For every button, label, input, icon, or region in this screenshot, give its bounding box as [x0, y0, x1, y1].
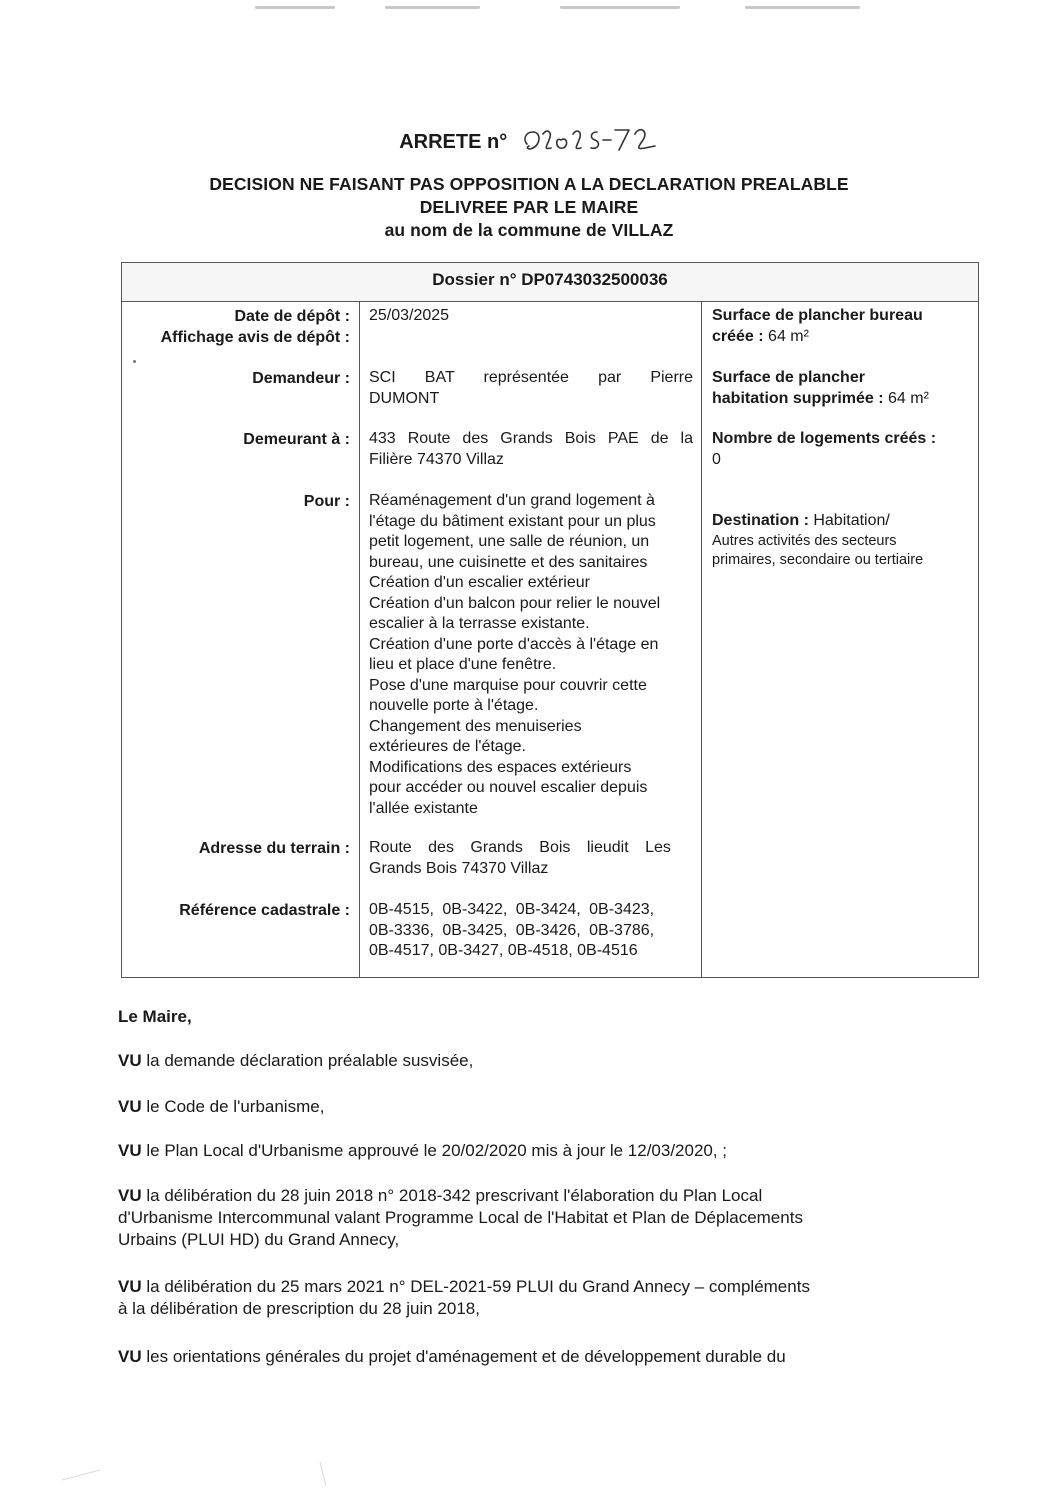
le-maire: Le Maire,: [118, 1007, 192, 1026]
adresse-line: Grands Bois 74370 Villaz: [369, 859, 549, 877]
destination-label: Destination :: [712, 512, 809, 529]
destination-line: primaires, secondaire ou tertiaire: [712, 552, 924, 568]
pour-line: pour accéder ou nouvel escalier depuis: [369, 779, 648, 796]
value-adresse: [369, 838, 693, 879]
label-reference: Référence cadastrale :: [179, 902, 350, 919]
surface-habitation-label: Surface de plancher: [712, 369, 865, 386]
vu-text: le Plan Local d'Urbanisme approuvé le 20/02/2020 mis à jour le 12/03/2020, ;: [146, 1141, 728, 1160]
pour-line: nouvelle porte à l'étage.: [369, 697, 539, 714]
label-adresse: Adresse du terrain :: [198, 840, 350, 857]
scan-artifact: [255, 6, 335, 9]
table-divider: [359, 301, 360, 977]
label-date-depot: Date de dépôt :: [234, 308, 350, 325]
pour-line: Changement des menuiseries: [369, 717, 582, 735]
decision-heading: DECISION NE FAISANT PAS OPPOSITION A LA DECLARATION PREALABLE: [209, 174, 849, 194]
commune-heading: au nom de la commune de VILLAZ: [384, 220, 674, 240]
pour-line: Réaménagement d'un grand logement à: [369, 492, 655, 509]
reference-line: 0B-3336, 0B-3425, 0B-3426, 0B-3786,: [369, 921, 655, 939]
vu-prefix: VU: [118, 1277, 142, 1296]
vu-paragraph: [118, 1050, 918, 1072]
pour-line: Création d'un balcon pour relier le nouvel: [369, 594, 661, 612]
vu-prefix: VU: [118, 1186, 142, 1205]
pour-line: Modifications des espaces extérieurs: [369, 758, 632, 776]
vu-prefix: VU: [118, 1347, 142, 1366]
reference-line: 0B-4517, 0B-3427, 0B-4518, 0B-4516: [369, 942, 638, 959]
scan-artifact: [133, 360, 136, 363]
demandeur-line: SCI BAT représentée par Pierre: [369, 369, 693, 386]
surface-bureau-label: Surface de plancher bureau: [712, 307, 923, 324]
pour-line: l'allée existante: [369, 799, 478, 817]
value-reference: [369, 900, 693, 962]
dossier-number: Dossier n° DP0743032500036: [122, 263, 978, 302]
vu-paragraph: [118, 1346, 918, 1368]
scan-artifact: [560, 6, 680, 9]
vu-text: d'Urbanisme Intercommunal valant Programme Local de l'Habitat et Plan de Déplacements: [118, 1208, 803, 1227]
label-pour: Pour :: [303, 493, 350, 510]
vu-prefix: VU: [118, 1051, 142, 1070]
value-date-depot: 25/03/2025: [369, 307, 450, 324]
reference-line: 0B-4515, 0B-3422, 0B-3424, 0B-3423,: [369, 901, 655, 918]
pour-line: Création d'une porte d'accès à l'étage en: [369, 635, 659, 653]
pour-line: petit logement, une salle de réunion, un: [369, 533, 650, 550]
value-demandeur: [369, 368, 693, 409]
demandeur-line: DUMONT: [369, 389, 440, 407]
label-demeurant: Demeurant à :: [243, 431, 350, 448]
pour-line: Pose d'une marquise pour couvrir cette: [369, 676, 647, 694]
logements-value: 0: [712, 450, 721, 468]
handwritten-arrete-number: [521, 118, 659, 166]
destination-value: Habitation/: [813, 512, 890, 529]
vu-paragraph: [118, 1096, 918, 1118]
adresse-line: Route des Grands Bois lieudit Les: [369, 839, 671, 856]
vu-prefix: VU: [118, 1141, 142, 1160]
vu-paragraph: [118, 1185, 918, 1251]
dossier-table: [121, 262, 979, 978]
pour-line: extérieures de l'étage.: [369, 738, 526, 755]
scan-artifact: [60, 1460, 360, 1490]
demeurant-line: 433 Route des Grands Bois PAE de la: [369, 430, 693, 447]
pour-line: escalier à la terrasse existante.: [369, 615, 590, 632]
demeurant-line: Filière 74370 Villaz: [369, 450, 504, 468]
vu-text: à la délibération de prescription du 28 juin 2018,: [118, 1299, 480, 1318]
vu-paragraph: [118, 1276, 918, 1320]
surface-habitation-value: 64 m²: [888, 389, 929, 407]
surface-bureau: [712, 306, 968, 347]
vu-text: les orientations générales du projet d'aménagement et de développement durable du: [146, 1347, 786, 1366]
pour-line: lieu et place d'une fenêtre.: [369, 656, 557, 673]
pour-line: bureau, une cuisinette et des sanitaires: [369, 553, 648, 571]
logements-label: Nombre de logements créés :: [712, 430, 937, 447]
arrete-label: ARRETE n°: [399, 130, 508, 153]
delivery-heading: DELIVREE PAR LE MAIRE: [419, 197, 639, 217]
arrete-title: [0, 118, 1058, 166]
vu-paragraph: [118, 1140, 918, 1162]
surface-bureau-value: 64 m²: [768, 327, 809, 345]
destination-line: Autres activités des secteurs: [712, 532, 897, 549]
scan-artifact: [385, 6, 480, 9]
surface-bureau-label: créée :: [712, 327, 764, 345]
table-divider: [701, 301, 702, 977]
surface-habitation: [712, 368, 968, 409]
vu-text: le Code de l'urbanisme,: [146, 1097, 325, 1116]
nombre-logements: [712, 429, 968, 470]
vu-prefix: VU: [118, 1097, 142, 1116]
vu-text: la délibération du 25 mars 2021 n° DEL-2021-59 PLUI du Grand Annecy – compléments: [146, 1277, 810, 1296]
vu-text: Urbains (PLUI HD) du Grand Annecy,: [118, 1230, 400, 1249]
pour-line: l'étage du bâtiment existant pour un plus: [369, 512, 656, 530]
value-pour: [369, 491, 693, 819]
label-demandeur: Demandeur :: [252, 370, 350, 387]
vu-text: la délibération du 28 juin 2018 n° 2018-342 prescrivant l'élaboration du Plan Local: [146, 1186, 763, 1205]
handwriting-icon: [521, 118, 659, 160]
vu-text: la demande déclaration préalable susvisée,: [146, 1051, 474, 1070]
pour-line: Création d'un escalier extérieur: [369, 574, 590, 591]
surface-habitation-label: habitation supprimée :: [712, 389, 884, 407]
scan-artifact: [745, 6, 860, 9]
label-affichage: Affichage avis de dépôt :: [160, 329, 350, 346]
value-demeurant: [369, 429, 693, 470]
destination: [712, 511, 968, 571]
